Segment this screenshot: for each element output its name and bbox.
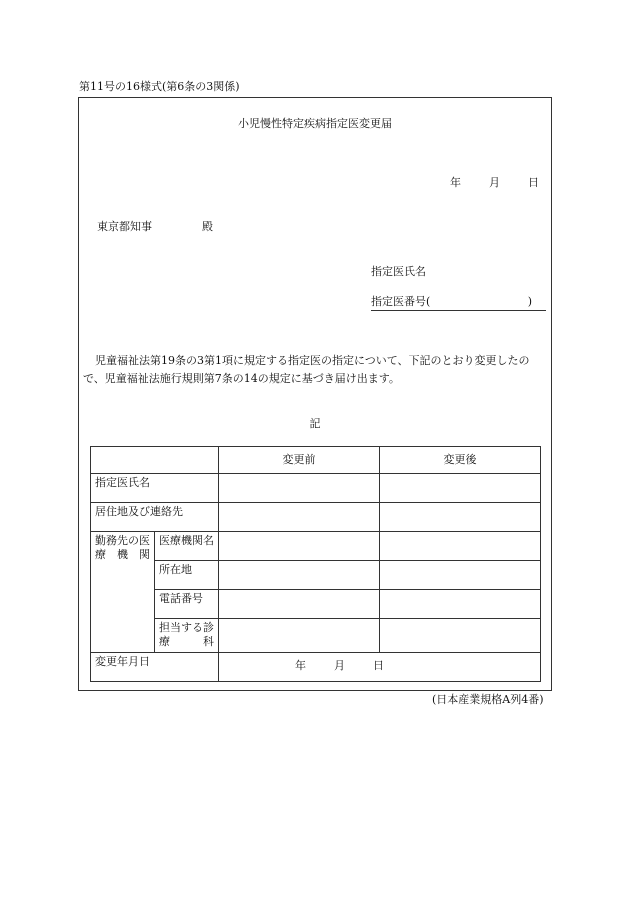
institution-label: 医療機関名 [159,534,214,547]
row-doctor-name: 指定医氏名 [91,474,219,503]
phone-after-cell[interactable] [380,590,541,619]
ki-heading: 記 [309,417,321,430]
table-row [91,590,541,619]
col-before-header: 変更前 [219,447,380,474]
page-title: 小児慢性特定疾病指定医変更届 [238,117,392,130]
change-date-year: 年 [295,659,306,673]
sub-location: 所在地 [155,561,219,590]
date-year: 年 [450,176,461,189]
body-text: 児童福祉法第19条の3第1項に規定する指定医の指定について、下記のとおり変更したので、児童福祉法施行規則第7条の14の規定に基づき届け出ます。 [83,354,530,385]
col-after-header: 変更後 [380,447,541,474]
table-row [91,532,541,561]
doctor-name-after-cell[interactable] [380,474,541,503]
phone-before-cell[interactable] [219,590,380,619]
addressee-honorific: 殿 [202,220,213,233]
institution-after-cell[interactable] [380,532,541,561]
change-date-month: 月 [334,659,345,673]
doctor-number-label: 指定医番号( [371,295,431,308]
department-before-cell[interactable] [219,619,380,653]
change-table [90,446,541,682]
location-after-cell[interactable] [380,561,541,590]
institution-before-cell[interactable] [219,532,380,561]
form-number: 第11号の16様式(第6条の3関係) [79,80,240,93]
doctor-name-before-cell[interactable] [219,474,380,503]
submission-date [450,176,539,190]
workplace-label: 勤務先の医療機関 [95,534,150,562]
date-day: 日 [528,176,539,189]
sub-phone: 電話番号 [155,590,219,619]
addressee [97,220,213,234]
row-address: 居住地及び連絡先 [91,503,219,532]
department-label: 担当する診療科 [159,621,214,649]
table-row [91,474,541,503]
table-row [91,447,541,474]
doctor-name-label: 指定医氏名 [371,265,426,278]
doctor-number-field[interactable] [371,295,546,311]
paper-size-note: (日本産業規格A列4番) [432,693,544,706]
sub-department [155,619,219,653]
address-before-cell[interactable] [219,503,380,532]
table-row [91,619,541,653]
change-date-cell[interactable] [219,652,541,681]
change-date-value [295,659,384,673]
table-row [91,652,541,681]
table-row [91,503,541,532]
table-corner [91,447,219,474]
address-after-cell[interactable] [380,503,541,532]
change-date-day: 日 [373,659,384,673]
table-row [91,561,541,590]
addressee-label: 東京都知事 [97,220,152,233]
row-workplace [91,532,155,653]
doctor-number-close: ) [527,295,532,308]
date-month: 月 [489,176,500,189]
location-before-cell[interactable] [219,561,380,590]
department-after-cell[interactable] [380,619,541,653]
sub-institution [155,532,219,561]
row-change-date: 変更年月日 [91,652,219,681]
